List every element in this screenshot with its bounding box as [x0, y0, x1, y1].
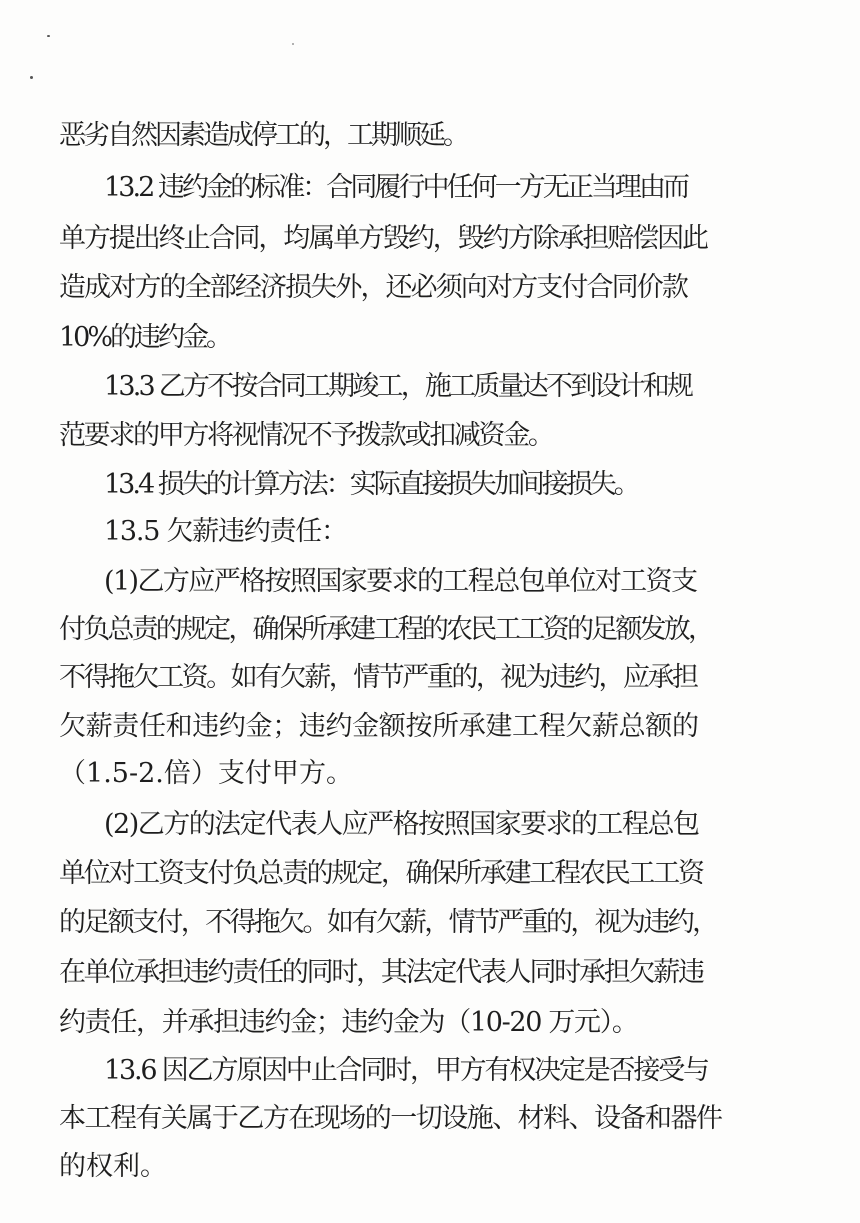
- text-line: 单方提出终止合同，均属单方毁约，毁约方除承担赔偿因此: [59, 223, 707, 254]
- scan-speck: [30, 76, 33, 79]
- text-line: 的足额支付，不得拖欠。如有欠薪，情节严重的，视为违约，: [59, 907, 717, 938]
- clause-13-4-line: 13.4 损失的计算方法：实际直接损失加间接损失。: [104, 469, 638, 500]
- text-line: 单位对工资支付负总责的规定，确保所承建工程农民工工资: [59, 858, 703, 889]
- text-line: 10%的违约金。: [59, 322, 231, 353]
- text-line: 付负总责的规定，确保所承建工程的农民工工资的足额发放，: [59, 614, 713, 645]
- text-line: 造成对方的全部经济损失外，还必须向对方支付合同价款: [59, 272, 687, 303]
- text-line: 范要求的甲方将视情况不予拨款或扣减资金。: [59, 420, 553, 451]
- sub-item-1-line: (1)乙方应严格按照国家要求的工程总包单位对工资支: [104, 566, 697, 597]
- text-line: 恶劣自然因素造成停工的，工期顺延。: [59, 120, 467, 151]
- text-line: 约责任，并承担违约金；违约金为（10-20 万元）。: [59, 1007, 638, 1038]
- clause-13-2-line: 13.2 违约金的标准：合同履行中任何一方无正当理由而: [104, 172, 688, 203]
- text-line: 欠薪责任和违约金；违约金额按所承建工程欠薪总额的: [59, 711, 699, 742]
- clause-13-5-heading: 13.5 欠薪违约责任：: [104, 516, 347, 547]
- text-line: 不得拖欠工资。如有欠薪，情节严重的，视为违约，应承担: [59, 662, 697, 693]
- sub-item-2-line: (2)乙方的法定代表人应严格按照国家要求的工程总包: [104, 809, 699, 840]
- scan-speck: [47, 35, 50, 37]
- text-line: 的权利。: [59, 1151, 167, 1182]
- scan-speck: [292, 43, 294, 45]
- text-line: 本工程有关属于乙方在现场的一切设施、材料、设备和器件: [59, 1103, 722, 1134]
- clause-13-3-line: 13.3 乙方不按合同工期竣工，施工质量达不到设计和规: [104, 371, 692, 402]
- clause-13-6-line: 13.6 因乙方原因中止合同时，甲方有权决定是否接受与: [104, 1055, 708, 1086]
- text-line: 在单位承担违约责任的同时，其法定代表人同时承担欠薪违: [59, 957, 703, 988]
- text-line: （1.5-2.倍）支付甲方。: [59, 758, 353, 789]
